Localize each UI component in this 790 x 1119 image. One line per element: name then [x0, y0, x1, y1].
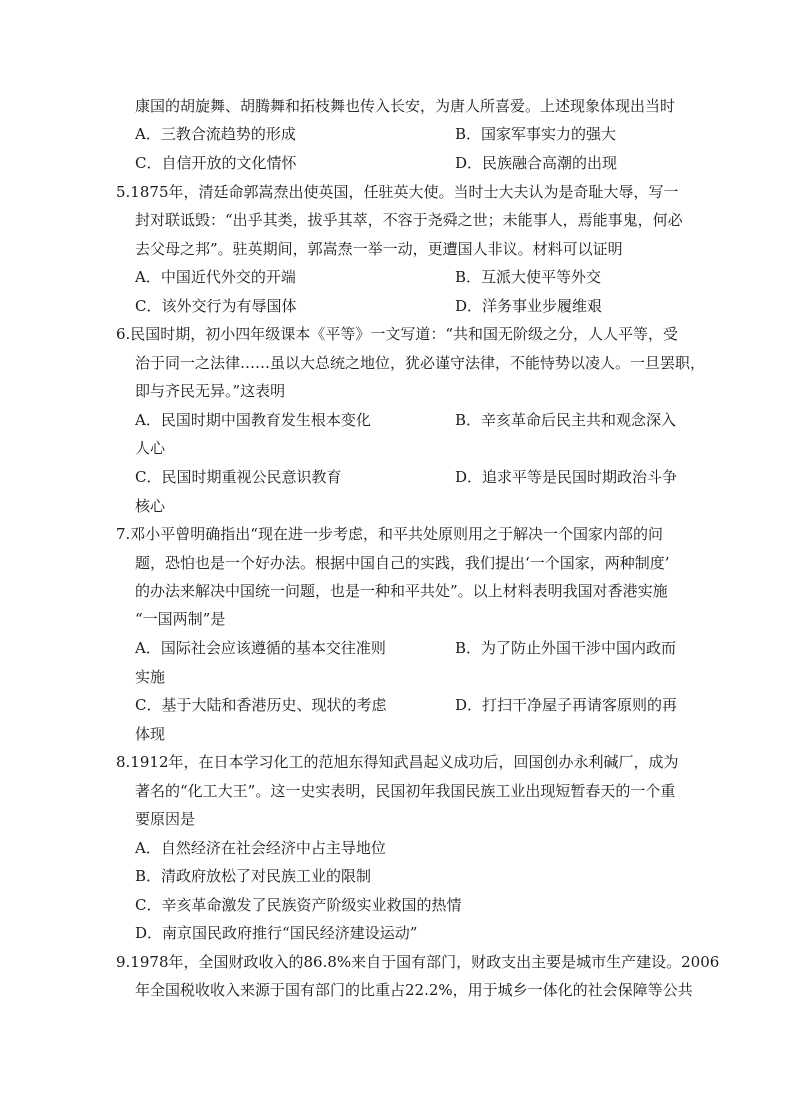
q7-option-b-continued: 实施 [135, 668, 166, 686]
q5-stem-line-3: 去父母之邦”。驻英期间，郭嵩焘一举一动，更遭国人非议。材料可以证明 [135, 240, 623, 258]
q4-option-a: A．三教合流趋势的形成 [135, 125, 296, 143]
q7-option-d: D．打扫干净屋子再请客原则的再 [455, 696, 678, 714]
q6-option-c: C．民国时期重视公民意识教育 [135, 468, 342, 486]
q6-option-d-continued: 核心 [135, 497, 166, 515]
q4-option-d: D．民族融合高潮的出现 [455, 154, 618, 172]
q7-option-b: B．为了防止外国干涉中国内政而 [455, 639, 677, 657]
q7-stem-line-2: 题，恐怕也是一个好办法。根据中国自己的实践，我们提出‘一个国家，两种制度’ [135, 554, 670, 572]
q4-option-c: C．自信开放的文化情怀 [135, 154, 297, 172]
q5-option-a: A．中国近代外交的开端 [135, 268, 296, 286]
q6-option-b: B．辛亥革命后民主共和观念深入 [455, 411, 677, 429]
q8-stem-line-1: 8.1912年，在日本学习化工的范旭东得知武昌起义成功后，回国创办永利碱厂，成为 [116, 753, 679, 771]
q7-option-d-continued: 体现 [135, 725, 166, 743]
q7-stem-line-1: 7.邓小平曾明确指出“现在进一步考虑，和平共处原则用之于解决一个国家内部的问 [116, 525, 663, 543]
q5-stem-line-2: 封对联诋毁：“出乎其类，拔乎其萃，不容于尧舜之世；未能事人，焉能事鬼，何必 [135, 211, 683, 229]
q6-stem-line-1: 6.民国时期，初小四年级课本《平等》一文写道：“共和国无阶级之分，人人平等，受 [116, 325, 678, 343]
q6-option-b-continued: 人心 [135, 439, 166, 457]
q8-stem-line-2: 著名的“化工大王”。这一史实表明，民国初年我国民族工业出现短暂春天的一个重 [135, 782, 676, 800]
q7-stem-line-3: 的办法来解决中国统一问题，也是一种和平共处”。以上材料表明我国对香港实施 [135, 582, 668, 600]
q5-option-b: B．互派大使平等外交 [455, 268, 602, 286]
q5-option-d: D．洋务事业步履维艰 [455, 297, 603, 315]
q7-option-c: C．基于大陆和香港历史、现状的考虑 [135, 696, 387, 714]
q4-stem-line-1: 康国的胡旋舞、胡腾舞和拓枝舞也传入长安，为唐人所喜爱。上述现象体现出当时 [135, 97, 676, 115]
q8-option-b: B．清政府放松了对民族工业的限制 [135, 867, 372, 885]
q8-stem-line-3: 要原因是 [135, 810, 196, 828]
q5-option-c: C．该外交行为有辱国体 [135, 297, 297, 315]
q9-stem-line-1: 9.1978年，全国财政收入的86.8%来自于国有部门，财政支出主要是城市生产建设。2006 [116, 953, 720, 971]
q6-option-d: D．追求平等是民国时期政治斗争 [455, 468, 678, 486]
q6-option-a: A．民国时期中国教育发生根本变化 [135, 411, 371, 429]
q8-option-a: A．自然经济在社会经济中占主导地位 [135, 839, 386, 857]
q6-stem-line-2: 治于同一之法律……虽以大总统之地位，犹必谨守法律，不能恃势以凌人。一旦罢职， [135, 354, 706, 372]
q9-stem-line-2: 年全国税收收入来源于国有部门的比重占22.2%，用于城乡一体化的社会保障等公共 [135, 981, 693, 999]
q4-option-b: B．国家军事实力的强大 [455, 125, 617, 143]
q6-stem-line-3: 即与齐民无异。”这表明 [135, 382, 286, 400]
q7-option-a: A．国际社会应该遵循的基本交往准则 [135, 639, 386, 657]
q5-stem-line-1: 5.1875年，清廷命郭嵩焘出使英国，任驻英大使。当时士大夫认为是奇耻大辱，写一 [116, 183, 679, 201]
q8-option-d: D．南京国民政府推行“国民经济建设运动” [135, 924, 418, 942]
q7-stem-line-4: “一国两制”是 [135, 610, 226, 628]
q8-option-c: C．辛亥革命激发了民族资产阶级实业救国的热情 [135, 896, 462, 914]
